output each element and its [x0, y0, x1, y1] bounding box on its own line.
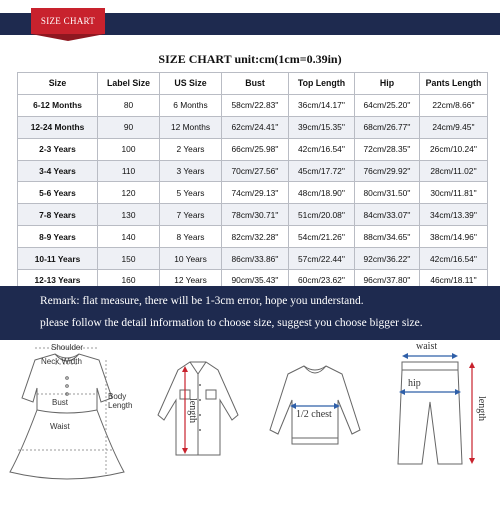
- table-cell: 96cm/37.80'': [355, 270, 420, 292]
- table-cell: 84cm/33.07'': [355, 204, 420, 226]
- table-cell: 34cm/13.39'': [420, 204, 488, 226]
- column-header: Top Length: [289, 73, 355, 95]
- table-cell: 2 Years: [160, 138, 222, 160]
- table-cell: 76cm/29.92'': [355, 160, 420, 182]
- table-cell: 36cm/14.17'': [289, 94, 355, 116]
- pants-diagram: [380, 340, 500, 500]
- dress-shoulder-label: Shoulder: [51, 343, 84, 352]
- table-cell: 42cm/16.54'': [420, 248, 488, 270]
- table-cell: 60cm/23.62'': [289, 270, 355, 292]
- sweater-outline-icon: [260, 340, 370, 500]
- table-cell: 70cm/27.56'': [222, 160, 289, 182]
- table-cell: 74cm/29.13'': [222, 182, 289, 204]
- table-cell: 72cm/28.35'': [355, 138, 420, 160]
- size-table-body: [18, 73, 488, 292]
- table-row: [18, 138, 488, 160]
- size-cell: 10-11 Years: [18, 248, 98, 270]
- table-cell: 24cm/9.45'': [420, 116, 488, 138]
- table-cell: 80cm/31.50'': [355, 182, 420, 204]
- shirt-diagram: [150, 340, 245, 500]
- table-cell: 82cm/32.28'': [222, 226, 289, 248]
- table-cell: 51cm/20.08'': [289, 204, 355, 226]
- table-cell: 64cm/25.20'': [355, 94, 420, 116]
- table-cell: 58cm/22.83'': [222, 94, 289, 116]
- table-cell: 100: [98, 138, 160, 160]
- table-cell: 22cm/8.66'': [420, 94, 488, 116]
- table-cell: 62cm/24.41'': [222, 116, 289, 138]
- pants-waist-label: waist: [416, 341, 438, 352]
- table-cell: 8 Years: [160, 226, 222, 248]
- table-cell: 110: [98, 160, 160, 182]
- table-cell: 57cm/22.44'': [289, 248, 355, 270]
- table-cell: 86cm/33.86'': [222, 248, 289, 270]
- table-cell: 150: [98, 248, 160, 270]
- table-header-row: [18, 73, 488, 95]
- size-cell: 2-3 Years: [18, 138, 98, 160]
- remark-banner: [0, 286, 500, 340]
- table-row: [18, 204, 488, 226]
- table-cell: 120: [98, 182, 160, 204]
- table-row: [18, 248, 488, 270]
- size-chart-badge: [31, 8, 105, 34]
- table-cell: 39cm/15.35'': [289, 116, 355, 138]
- table-cell: 90cm/35.43'': [222, 270, 289, 292]
- table-cell: 6 Months: [160, 94, 222, 116]
- table-cell: 140: [98, 226, 160, 248]
- table-cell: 90: [98, 116, 160, 138]
- table-row: [18, 182, 488, 204]
- table-cell: 42cm/16.54'': [289, 138, 355, 160]
- column-header: Size: [18, 73, 98, 95]
- table-cell: 12 Years: [160, 270, 222, 292]
- column-header: US Size: [160, 73, 222, 95]
- size-cell: 12-13 Years: [18, 270, 98, 292]
- table-row: [18, 226, 488, 248]
- table-cell: 30cm/11.81'': [420, 182, 488, 204]
- pants-length-label: length: [476, 396, 487, 421]
- size-cell: 7-8 Years: [18, 204, 98, 226]
- size-cell: 6-12 Months: [18, 94, 98, 116]
- table-cell: 160: [98, 270, 160, 292]
- size-cell: 8-9 Years: [18, 226, 98, 248]
- table-cell: 54cm/21.26'': [289, 226, 355, 248]
- column-header: Label Size: [98, 73, 160, 95]
- table-cell: 38cm/14.96'': [420, 226, 488, 248]
- table-cell: 7 Years: [160, 204, 222, 226]
- size-table: [17, 72, 488, 292]
- table-cell: 92cm/36.22'': [355, 248, 420, 270]
- table-cell: 28cm/11.02'': [420, 160, 488, 182]
- table-cell: 66cm/25.98'': [222, 138, 289, 160]
- table-cell: 5 Years: [160, 182, 222, 204]
- dress-waist-label: Waist: [50, 422, 70, 431]
- sweater-diagram: [260, 340, 370, 500]
- table-cell: 88cm/34.65'': [355, 226, 420, 248]
- dress-body-length-label: Body Length: [108, 392, 133, 410]
- size-cell: 5-6 Years: [18, 182, 98, 204]
- size-chart-badge-label: SIZE CHART: [40, 16, 96, 26]
- table-cell: 3 Years: [160, 160, 222, 182]
- column-header: Hip: [355, 73, 420, 95]
- remark-line-2: please follow the detail information to choose size, suggest you choose bigger size.: [40, 317, 423, 329]
- page-title: SIZE CHART unit:cm(1cm=0.39in): [158, 52, 342, 66]
- table-cell: 68cm/26.77'': [355, 116, 420, 138]
- pants-hip-label: hip: [408, 378, 421, 389]
- column-header: Pants Length: [420, 73, 488, 95]
- table-cell: 80: [98, 94, 160, 116]
- size-cell: 3-4 Years: [18, 160, 98, 182]
- remark-line-1: Remark: flat measure, there will be 1-3cm error, hope you understand.: [40, 295, 364, 307]
- dress-neck-width-label: Neck Width: [41, 357, 82, 366]
- table-row: [18, 116, 488, 138]
- table-cell: 10 Years: [160, 248, 222, 270]
- table-cell: 130: [98, 204, 160, 226]
- column-header: Bust: [222, 73, 289, 95]
- table-cell: 78cm/30.71'': [222, 204, 289, 226]
- size-cell: 12-24 Months: [18, 116, 98, 138]
- table-cell: 26cm/10.24'': [420, 138, 488, 160]
- dress-diagram: [0, 340, 140, 500]
- table-cell: 48cm/18.90'': [289, 182, 355, 204]
- table-cell: 12 Months: [160, 116, 222, 138]
- table-cell: 45cm/17.72'': [289, 160, 355, 182]
- dress-bust-label: Bust: [52, 398, 69, 407]
- table-row: [18, 160, 488, 182]
- table-cell: 46cm/18.11'': [420, 270, 488, 292]
- table-row: [18, 94, 488, 116]
- shirt-length-label: length: [187, 398, 198, 423]
- sweater-chest-label: 1/2 chest: [296, 409, 332, 420]
